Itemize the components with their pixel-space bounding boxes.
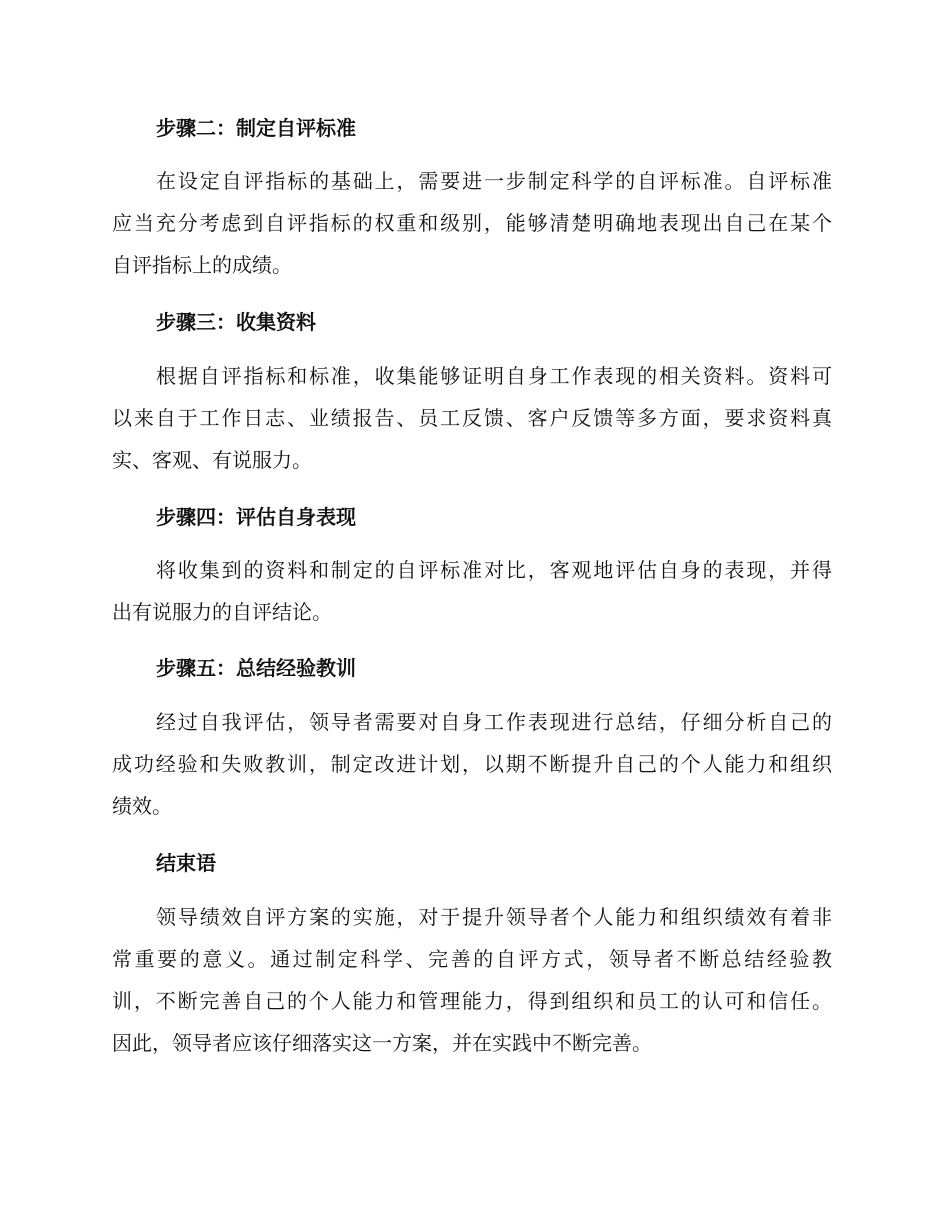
section-heading-step-5: 步骤五：总结经验教训 — [156, 656, 356, 680]
paragraph-line: 绩效。 — [112, 794, 172, 818]
section-heading-conclusion: 结束语 — [156, 851, 216, 875]
section-paragraph-step-3 — [112, 355, 832, 481]
section-paragraph-step-5 — [112, 701, 832, 827]
paragraph-line: 训，不断完善自己的个人能力和管理能力，得到组织和员工的认可和信任。 — [112, 989, 832, 1013]
paragraph-line: 成功经验和失败教训，制定改进计划，以期不断提升自己的个人能力和组织 — [112, 752, 832, 776]
paragraph-line: 实、客观、有说服力。 — [112, 448, 312, 472]
paragraph-line: 根据自评指标和标准，收集能够证明自身工作表现的相关资料。资料可 — [156, 364, 832, 388]
paragraph-line: 因此，领导者应该仔细落实这一方案，并在实践中不断完善。 — [112, 1031, 652, 1055]
paragraph-line: 在设定自评指标的基础上，需要进一步制定科学的自评标准。自评标准 — [156, 169, 832, 193]
section-heading-step-2: 步骤二：制定自评标准 — [156, 116, 356, 140]
paragraph-line: 经过自我评估，领导者需要对自身工作表现进行总结，仔细分析自己的 — [156, 710, 832, 734]
paragraph-line: 将收集到的资料和制定的自评标准对比，客观地评估自身的表现，并得 — [156, 558, 832, 582]
paragraph-line: 领导绩效自评方案的实施，对于提升领导者个人能力和组织绩效有着非 — [156, 905, 832, 929]
section-heading-step-3: 步骤三：收集资料 — [156, 310, 316, 334]
section-paragraph-step-4 — [112, 549, 832, 633]
paragraph-line: 以来自于工作日志、业绩报告、员工反馈、客户反馈等多方面，要求资料真 — [112, 406, 832, 430]
section-paragraph-conclusion — [112, 896, 832, 1064]
paragraph-line: 应当充分考虑到自评指标的权重和级别，能够清楚明确地表现出自己在某个 — [112, 211, 832, 235]
section-heading-step-4: 步骤四：评估自身表现 — [156, 505, 356, 529]
paragraph-line: 自评指标上的成绩。 — [112, 253, 292, 277]
paragraph-line: 常重要的意义。通过制定科学、完善的自评方式，领导者不断总结经验教 — [112, 947, 832, 971]
section-paragraph-step-2 — [112, 160, 832, 286]
paragraph-line: 出有说服力的自评结论。 — [112, 600, 332, 624]
